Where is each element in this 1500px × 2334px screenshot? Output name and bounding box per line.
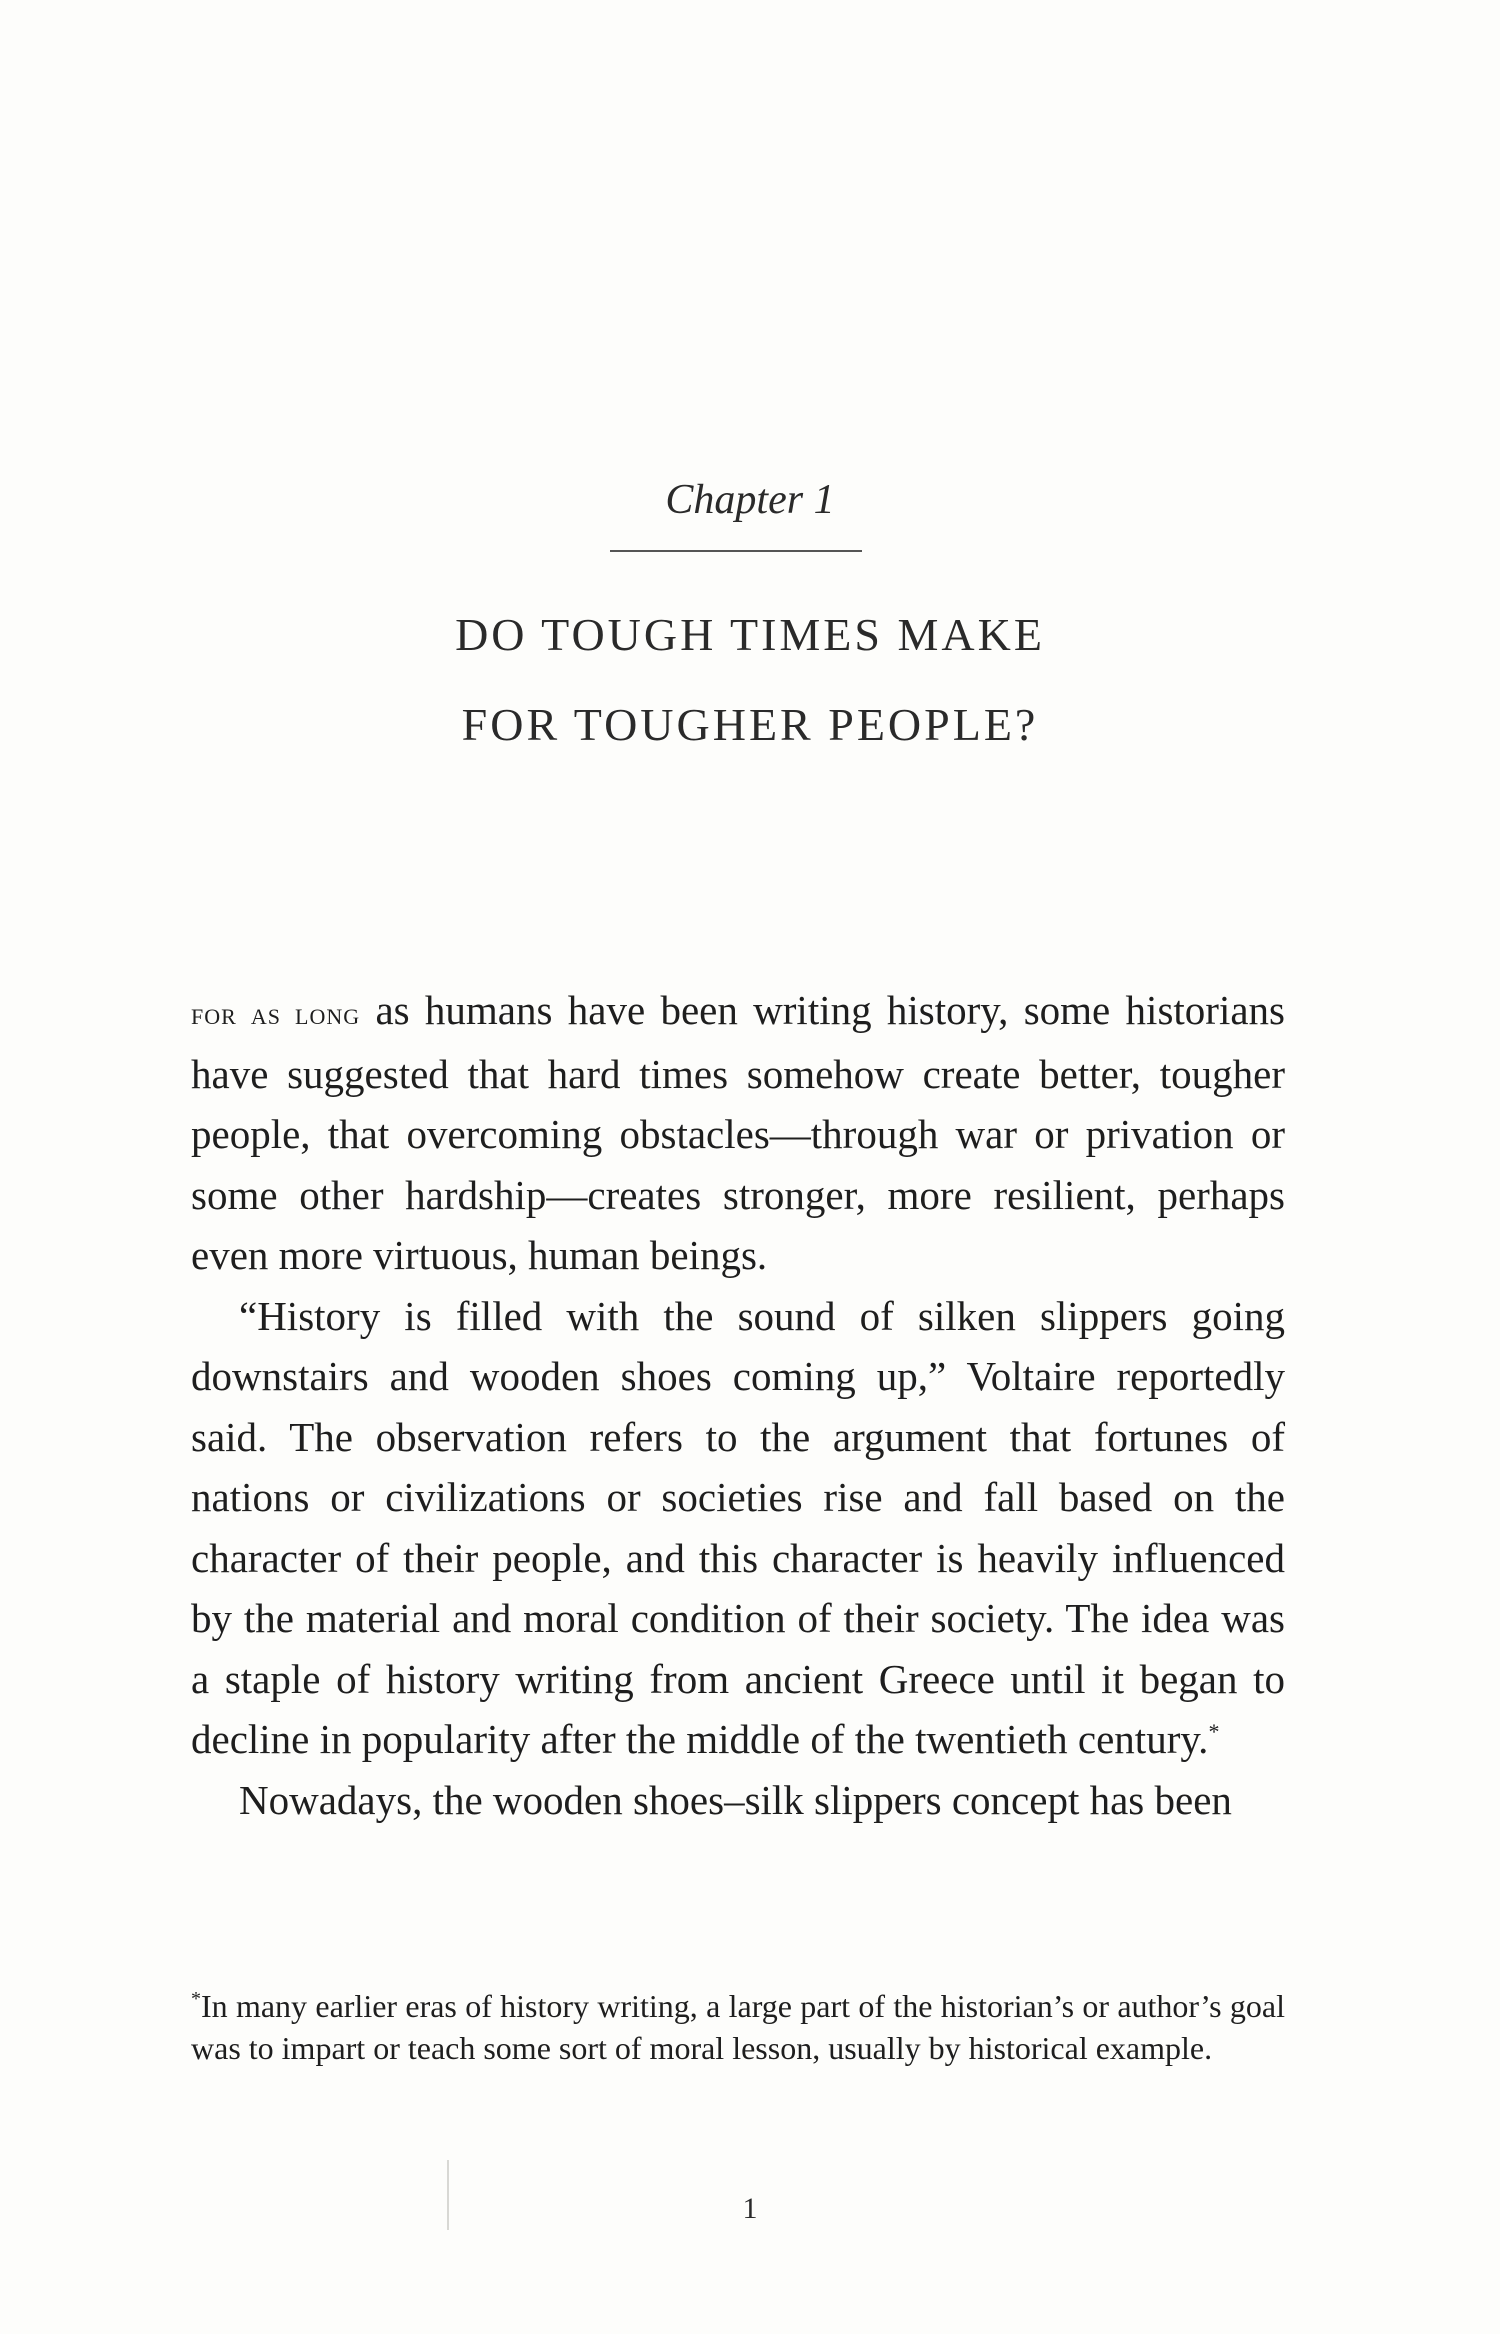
paragraph-2-text: “History is filled with the sound of silken slippers going downstairs and wooden shoes coming up,” Voltaire reportedly said. The observation refers to the argument that fortunes of nations or civilizations or societies rise and fall based on the character of their people, and this character is heavily influenced by the material and moral condition of their society. The idea was a staple of history writing from ancient Greece until it began to decline in popularity after the middle of the twentieth century. <box>191 1292 1285 1762</box>
footnote <box>191 1985 1285 2069</box>
paragraph-3 <box>191 1770 1285 1831</box>
page-number: 1 <box>742 2192 758 2225</box>
chapter-label: Chapter 1 <box>665 477 835 523</box>
paragraph-lead-smallcaps: for as long <box>191 995 361 1031</box>
paragraph-3-text: Nowadays, the wooden shoes–silk slippers concept has been <box>239 1776 1232 1823</box>
footnote-reference-marker: * <box>1208 1719 1220 1744</box>
paragraph-1-text: as humans have been writing history, some historians have suggested that hard times somehow create better, tougher people, that overcoming obstacles—through war or privation or some other hardship—creates stronger, more resilient, perhaps even more virtuous, human beings. <box>191 987 1285 1278</box>
chapter-divider-rule <box>610 550 862 552</box>
scan-artifact-line <box>447 2160 449 2230</box>
paragraph-1 <box>191 980 1285 1286</box>
footnote-marker: * <box>191 1988 201 2010</box>
chapter-body <box>191 980 1285 1830</box>
chapter-title-line-1: DO TOUGH TIMES MAKE <box>455 609 1045 660</box>
footnote-text: In many earlier eras of history writing, a large part of the historian’s or author’s goal was to impart or teach some sort of moral lesson, usually by historical example. <box>191 1988 1285 2066</box>
paragraph-2 <box>191 1286 1285 1770</box>
chapter-title-line-2: FOR TOUGHER PEOPLE? <box>461 699 1039 750</box>
